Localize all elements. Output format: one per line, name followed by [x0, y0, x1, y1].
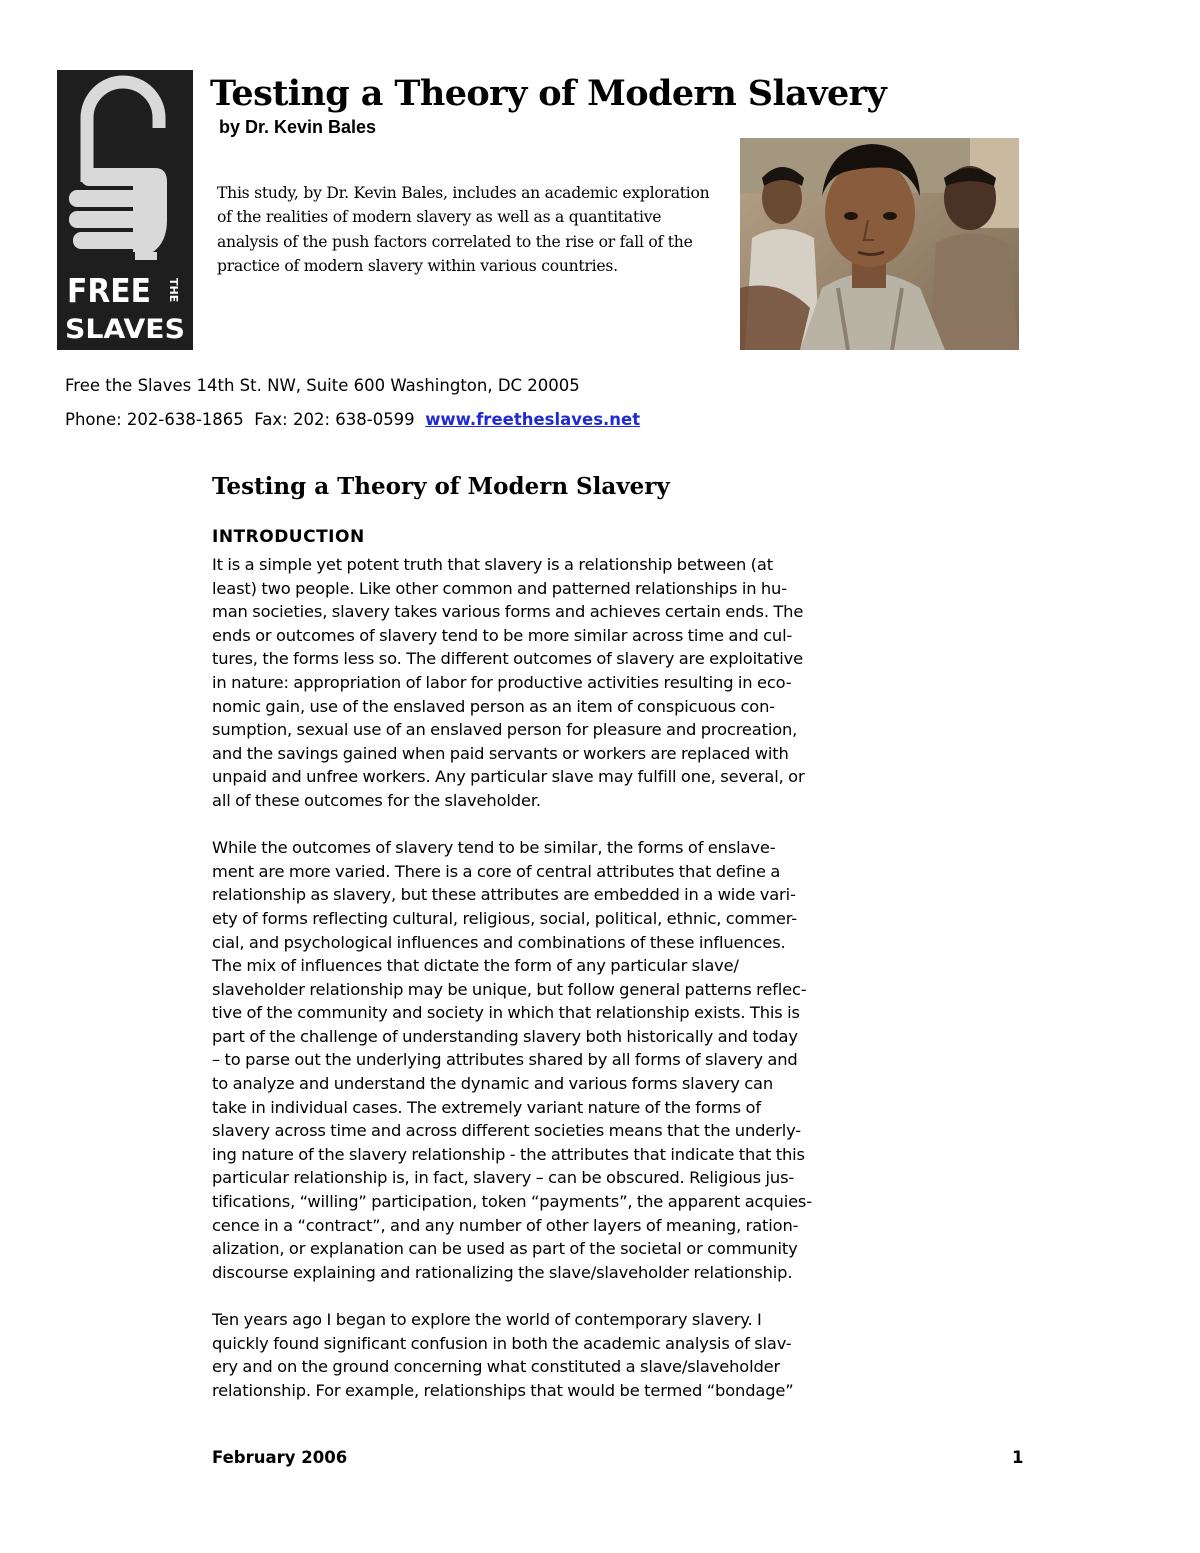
paragraph-line: all of these outcomes for the slaveholder.: [212, 790, 541, 810]
paragraph-line: It is a simple yet potent truth that slavery is a relationship between (at: [212, 555, 773, 574]
paragraph-line: particular relationship is, in fact, slavery – can be obscured. Religious jus-: [212, 1168, 795, 1188]
page-number: 1: [1012, 1448, 1024, 1467]
paragraph-line: tive of the community and society in which that relationship exists. This is: [212, 1003, 800, 1023]
paragraph-line: relationship. For example, relationships that would be termed “bondage”: [212, 1380, 794, 1400]
paragraph-line: cence in a “contract”, and any number of other layers of meaning, ration-: [212, 1215, 799, 1235]
paragraph-line: tures, the forms less so. The different outcomes of slavery are exploitative: [212, 649, 803, 669]
body-paragraph: [212, 836, 957, 1284]
paragraph-line: part of the challenge of understanding slavery both historically and today: [212, 1026, 798, 1046]
paragraph-line: While the outcomes of slavery tend to be similar, the forms of enslave-: [212, 838, 776, 858]
logo-word-slaves: SLAVES: [65, 314, 185, 345]
main-content: [212, 470, 957, 1426]
body-paragraph: [212, 553, 957, 813]
free-the-slaves-logo: [57, 70, 193, 350]
paragraph-line: to analyze and understand the dynamic and various forms slavery can: [212, 1074, 774, 1094]
paragraph-line: quickly found significant confusion in both the academic analysis of slav-: [212, 1333, 792, 1353]
paragraph-line: alization, or explanation can be used as part of the societal or community: [212, 1239, 798, 1259]
author-byline: by Dr. Kevin Bales: [219, 117, 377, 137]
paragraph-list: [212, 553, 957, 1402]
fist-padlock-icon: [57, 70, 193, 350]
contact-address: Free the Slaves 14th St. NW, Suite 600 Washington, DC 20005: [65, 376, 580, 395]
paragraph-line: ety of forms reflecting cultural, religious, social, political, ethnic, commer-: [212, 908, 797, 928]
paragraph-line: tifications, “willing” participation, token “payments”, the apparent acquies-: [212, 1192, 812, 1212]
paragraph-line: sumption, sexual use of an enslaved person for pleasure and procreation,: [212, 720, 798, 740]
paragraph-line: discourse explaining and rationalizing the slave/slaveholder relationship.: [212, 1262, 793, 1282]
paragraph-line: ing nature of the slavery relationship - the attributes that indicate that this: [212, 1144, 805, 1164]
paragraph-line: unpaid and unfree workers. Any particular slave may fulfill one, several, or: [212, 767, 805, 787]
logo-word-the: THE: [167, 278, 180, 303]
paragraph-line: ends or outcomes of slavery tend to be more similar across time and cul-: [212, 625, 793, 645]
paragraph-line: take in individual cases. The extremely variant nature of the forms of: [212, 1097, 761, 1117]
footer-date: February 2006: [212, 1448, 348, 1467]
paragraph-line: Ten years ago I began to explore the world of contemporary slavery. I: [212, 1310, 762, 1329]
section-heading-introduction: INTRODUCTION: [212, 527, 365, 547]
paragraph-line: – to parse out the underlying attributes shared by all forms of slavery and: [212, 1050, 798, 1070]
paragraph-line: man societies, slavery takes various forms and achieves certain ends. The: [212, 602, 804, 622]
paragraph-line: and the savings gained when paid servants or workers are replaced with: [212, 743, 789, 763]
paragraph-line: relationship as slavery, but these attributes are embedded in a wide vari-: [212, 885, 796, 905]
paragraph-line: cial, and psychological influences and combinations of these influences.: [212, 932, 786, 952]
article-title: Testing a Theory of Modern Slavery: [212, 473, 670, 500]
paragraph-line: in nature: appropriation of labor for productive activities resulting in eco-: [212, 672, 792, 692]
cover-photo: [740, 138, 1019, 350]
paragraph-line: The mix of influences that dictate the form of any particular slave/: [212, 956, 739, 976]
study-summary: This study, by Dr. Kevin Bales, includes an academic exploration of the realities of modern slavery as well as a quantitative analysis of the push factors correlated to the rise or fall of the practice of modern slavery within various countries.: [217, 184, 710, 275]
document-title: Testing a Theory of Modern Slavery: [210, 73, 887, 114]
paragraph-line: slaveholder relationship may be unique, but follow general patterns reflec-: [212, 979, 807, 999]
paragraph-line: nomic gain, use of the enslaved person as an item of conspicuous con-: [212, 696, 775, 716]
website-link[interactable]: www.freetheslaves.net: [425, 410, 641, 429]
phone-fax-text: Phone: 202-638-1865 Fax: 202: 638-0599: [65, 410, 426, 429]
paragraph-line: least) two people. Like other common and patterned relationships in hu-: [212, 578, 787, 598]
logo-word-free: FREE: [67, 271, 151, 310]
paragraph-line: ery and on the ground concerning what constituted a slave/slaveholder: [212, 1357, 781, 1377]
body-paragraph: [212, 1308, 957, 1402]
contact-phone-fax: [65, 410, 640, 429]
paragraph-line: ment are more varied. There is a core of central attributes that define a: [212, 861, 781, 881]
paragraph-line: slavery across time and across different societies means that the underly-: [212, 1121, 802, 1141]
